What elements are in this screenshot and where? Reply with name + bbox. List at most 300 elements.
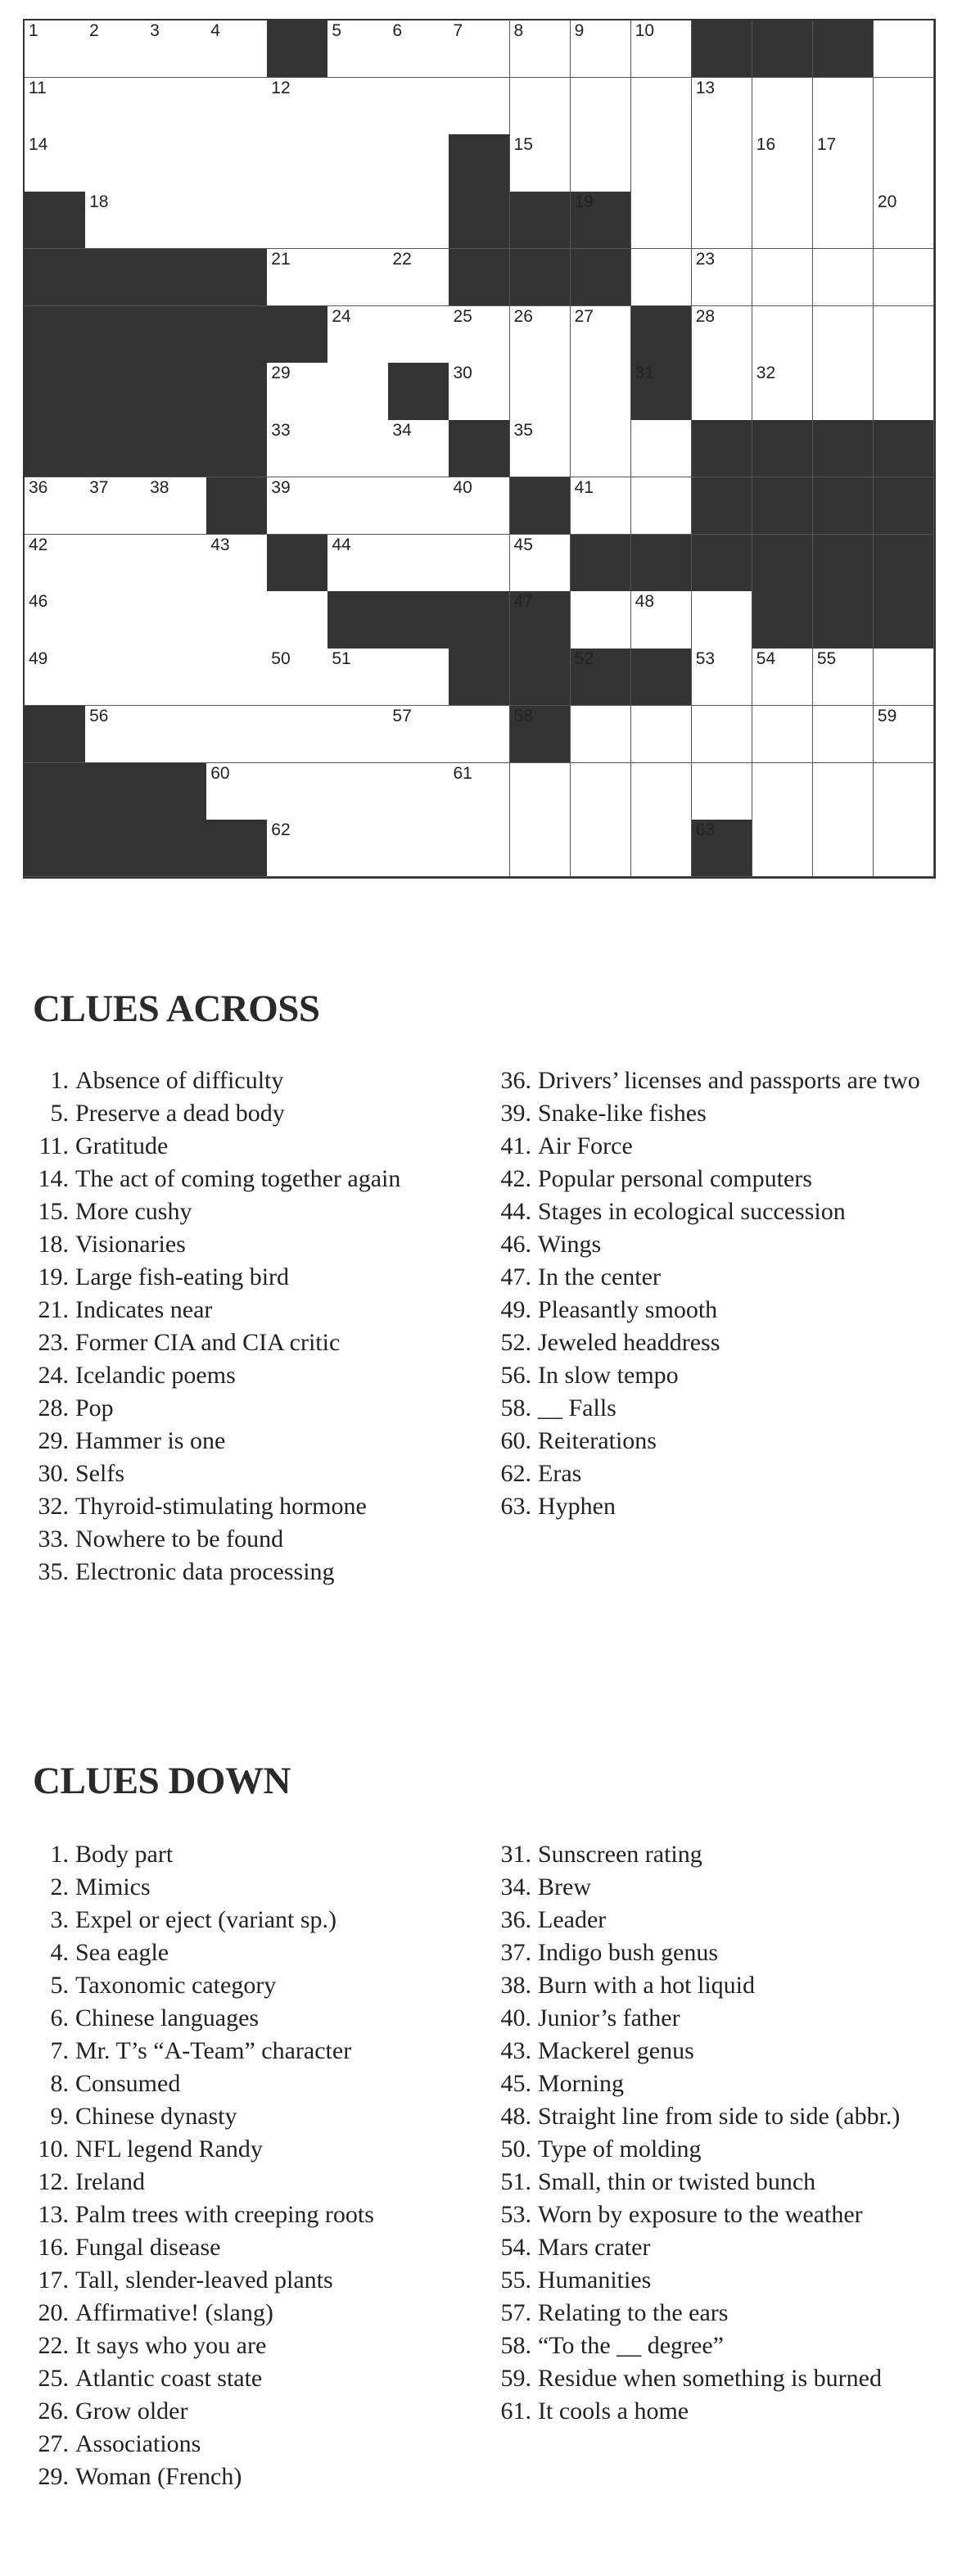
clue-item xyxy=(33,2100,491,2133)
cell-number: 4 xyxy=(210,21,220,40)
clue-text: Associations xyxy=(75,2430,201,2457)
cell-number: 18 xyxy=(89,192,109,212)
grid-cell[interactable] xyxy=(85,591,147,649)
clue-number: 56. xyxy=(500,1362,531,1389)
grid-cell[interactable] xyxy=(692,591,753,649)
clue-item xyxy=(495,1163,954,1195)
clue-number: 61. xyxy=(500,2397,531,2425)
grid-cell[interactable] xyxy=(571,477,632,535)
grid-cell[interactable] xyxy=(146,134,207,192)
grid-cell[interactable] xyxy=(388,249,449,306)
clue-text: Jeweled headdress xyxy=(538,1329,720,1356)
grid-cell[interactable] xyxy=(692,78,753,135)
grid-block xyxy=(449,420,510,477)
cell-number: 5 xyxy=(332,21,342,40)
grid-block xyxy=(206,420,268,477)
clue-item xyxy=(33,1097,491,1130)
grid-cell[interactable] xyxy=(752,192,814,249)
grid-cell[interactable] xyxy=(813,706,874,763)
grid-cell[interactable] xyxy=(571,306,632,364)
cell-number: 16 xyxy=(756,135,776,155)
clue-number: 36. xyxy=(500,1906,531,1933)
clue-number: 35. xyxy=(38,1558,69,1585)
grid-cell[interactable] xyxy=(692,192,753,249)
grid-cell[interactable] xyxy=(631,134,693,192)
grid-cell[interactable] xyxy=(813,363,874,420)
grid-cell[interactable] xyxy=(388,134,449,192)
grid-block xyxy=(692,820,753,877)
grid-cell[interactable] xyxy=(327,649,389,706)
grid-block xyxy=(813,535,874,592)
grid-block xyxy=(388,591,449,649)
grid-cell[interactable] xyxy=(388,192,449,249)
grid-cell[interactable] xyxy=(752,649,814,706)
grid-cell[interactable] xyxy=(510,535,571,592)
grid-cell[interactable] xyxy=(449,477,510,535)
grid-cell[interactable] xyxy=(206,591,268,649)
grid-cell[interactable] xyxy=(571,706,632,763)
grid-cell[interactable] xyxy=(267,820,328,877)
grid-cell[interactable] xyxy=(85,535,147,592)
grid-cell[interactable] xyxy=(206,78,268,135)
grid-block xyxy=(449,249,510,306)
grid-cell[interactable] xyxy=(146,535,207,592)
grid-cell[interactable] xyxy=(327,134,389,192)
grid-cell[interactable] xyxy=(327,192,389,249)
grid-cell[interactable] xyxy=(752,249,814,306)
cell-number: 20 xyxy=(877,192,897,212)
clue-text: Humanities xyxy=(538,2266,652,2294)
grid-cell[interactable] xyxy=(388,706,449,763)
clue-text: __ Falls xyxy=(538,1394,616,1421)
grid-cell[interactable] xyxy=(752,363,814,420)
cell-number: 32 xyxy=(756,364,776,383)
clues-down-heading: CLUES DOWN xyxy=(33,1760,291,1802)
grid-cell[interactable] xyxy=(327,20,389,78)
grid-cell[interactable] xyxy=(146,78,207,135)
grid-cell[interactable] xyxy=(571,363,632,420)
cell-number: 2 xyxy=(89,21,99,40)
grid-cell[interactable] xyxy=(510,763,571,820)
clue-number: 16. xyxy=(38,2234,69,2261)
cell-number: 46 xyxy=(29,592,48,612)
grid-cell[interactable] xyxy=(449,306,510,364)
grid-cell[interactable] xyxy=(631,763,693,820)
clue-text: “To the __ degree” xyxy=(538,2332,724,2359)
clue-number: 1. xyxy=(50,1841,69,1868)
clue-item xyxy=(495,1359,954,1392)
grid-cell[interactable] xyxy=(327,420,389,477)
grid-cell[interactable] xyxy=(267,134,328,192)
grid-block xyxy=(752,535,814,592)
clue-text: Relating to the ears xyxy=(538,2299,729,2326)
cell-number: 45 xyxy=(513,535,533,554)
grid-cell[interactable] xyxy=(146,649,207,706)
grid-cell[interactable] xyxy=(327,535,389,592)
clue-number: 48. xyxy=(500,2103,531,2130)
clues-across-heading: CLUES ACROSS xyxy=(33,987,320,1030)
clue-text: Type of molding xyxy=(538,2135,702,2162)
clue-item xyxy=(495,1969,954,2002)
grid-cell[interactable] xyxy=(327,363,389,420)
grid-block xyxy=(510,249,571,306)
grid-cell[interactable] xyxy=(874,192,935,249)
grid-block xyxy=(510,192,571,249)
grid-cell[interactable] xyxy=(146,706,207,763)
grid-block xyxy=(25,420,86,477)
clue-item xyxy=(33,2231,491,2264)
clue-text: Reiterations xyxy=(538,1427,657,1454)
grid-cell[interactable] xyxy=(146,192,207,249)
grid-cell[interactable] xyxy=(874,763,935,820)
grid-cell[interactable] xyxy=(813,249,874,306)
grid-cell[interactable] xyxy=(571,420,632,477)
grid-cell[interactable] xyxy=(146,477,207,535)
grid-cell[interactable] xyxy=(267,591,328,649)
grid-cell[interactable] xyxy=(267,763,328,820)
grid-cell[interactable] xyxy=(631,249,693,306)
grid-cell[interactable] xyxy=(692,363,753,420)
cell-number: 43 xyxy=(210,535,230,554)
grid-cell[interactable] xyxy=(510,78,571,135)
clue-number: 2. xyxy=(50,1873,69,1900)
grid-block xyxy=(449,192,510,249)
clue-text: Affirmative! (slang) xyxy=(75,2299,273,2326)
grid-cell[interactable] xyxy=(813,192,874,249)
clue-number: 9. xyxy=(50,2103,69,2130)
grid-cell[interactable] xyxy=(752,820,814,877)
cell-number: 31 xyxy=(635,364,655,383)
cell-number: 40 xyxy=(453,477,472,497)
cell-number: 47 xyxy=(513,592,533,612)
cell-number: 51 xyxy=(332,649,351,669)
grid-cell[interactable] xyxy=(874,20,935,78)
grid-cell[interactable] xyxy=(631,192,693,249)
grid-cell[interactable] xyxy=(813,763,874,820)
grid-cell[interactable] xyxy=(85,20,147,78)
grid-cell[interactable] xyxy=(449,363,510,420)
grid-cell[interactable] xyxy=(752,134,814,192)
clue-item xyxy=(33,1326,491,1359)
grid-cell[interactable] xyxy=(510,134,571,192)
clue-item xyxy=(33,2428,491,2461)
grid-cell[interactable] xyxy=(874,820,935,877)
clue-item xyxy=(33,1294,491,1326)
clue-text: Atlantic coast state xyxy=(75,2365,263,2392)
grid-cell[interactable] xyxy=(25,134,86,192)
clue-text: Consumed xyxy=(75,2070,181,2097)
grid-cell[interactable] xyxy=(146,591,207,649)
clue-item xyxy=(495,2362,954,2395)
clue-number: 5. xyxy=(50,1972,69,1999)
grid-cell[interactable] xyxy=(267,363,328,420)
grid-cell[interactable] xyxy=(388,763,449,820)
grid-cell[interactable] xyxy=(874,649,935,706)
grid-cell[interactable] xyxy=(874,363,935,420)
clue-number: 59. xyxy=(500,2365,531,2392)
clue-item xyxy=(33,1871,491,1904)
grid-cell[interactable] xyxy=(25,78,86,135)
grid-cell[interactable] xyxy=(25,535,86,592)
grid-cell[interactable] xyxy=(327,249,389,306)
clue-text: Nowhere to be found xyxy=(75,1525,284,1552)
grid-block xyxy=(874,477,935,535)
grid-cell[interactable] xyxy=(813,649,874,706)
grid-cell[interactable] xyxy=(206,20,268,78)
clue-text: Stages in ecological succession xyxy=(538,1198,846,1225)
grid-block xyxy=(752,477,814,535)
grid-cell[interactable] xyxy=(206,192,268,249)
grid-cell[interactable] xyxy=(692,134,753,192)
grid-cell[interactable] xyxy=(388,820,449,877)
clue-number: 25. xyxy=(38,2365,69,2392)
cell-number: 44 xyxy=(332,535,351,554)
grid-block xyxy=(25,820,86,877)
clue-item xyxy=(33,2362,491,2395)
grid-block xyxy=(85,249,147,306)
grid-cell[interactable] xyxy=(449,535,510,592)
grid-block xyxy=(267,306,328,364)
clue-text: Residue when something is burned xyxy=(538,2365,882,2392)
clue-item xyxy=(495,1490,954,1523)
grid-cell[interactable] xyxy=(813,134,874,192)
grid-cell[interactable] xyxy=(449,706,510,763)
clue-item xyxy=(495,2166,954,2199)
crossword-grid xyxy=(23,19,936,879)
cell-number: 3 xyxy=(150,21,160,40)
grid-cell[interactable] xyxy=(25,477,86,535)
grid-cell[interactable] xyxy=(874,706,935,763)
cell-number: 30 xyxy=(453,364,472,383)
clue-text: Brew xyxy=(538,1873,591,1900)
grid-block xyxy=(692,535,753,592)
grid-cell[interactable] xyxy=(267,249,328,306)
grid-cell[interactable] xyxy=(25,649,86,706)
clue-number: 15. xyxy=(38,1198,69,1225)
grid-cell[interactable] xyxy=(85,477,147,535)
grid-cell[interactable] xyxy=(813,820,874,877)
grid-cell[interactable] xyxy=(267,192,328,249)
clue-number: 7. xyxy=(50,2037,69,2064)
clue-number: 34. xyxy=(500,1873,531,1900)
clue-text: Grow older xyxy=(75,2397,188,2425)
grid-cell[interactable] xyxy=(692,249,753,306)
clue-text: Eras xyxy=(538,1460,582,1487)
grid-block xyxy=(25,249,86,306)
clue-item xyxy=(33,1904,491,1937)
grid-cell[interactable] xyxy=(874,134,935,192)
grid-cell[interactable] xyxy=(388,20,449,78)
clue-item xyxy=(495,1326,954,1359)
clue-text: Sea eagle xyxy=(75,1939,169,1966)
grid-block xyxy=(449,134,510,192)
grid-cell[interactable] xyxy=(449,20,510,78)
grid-cell[interactable] xyxy=(692,649,753,706)
clue-number: 47. xyxy=(500,1263,531,1290)
clue-item xyxy=(495,1457,954,1490)
grid-cell[interactable] xyxy=(327,78,389,135)
grid-cell[interactable] xyxy=(146,20,207,78)
grid-block xyxy=(85,763,147,820)
grid-block xyxy=(85,420,147,477)
clue-number: 14. xyxy=(38,1165,69,1192)
grid-cell[interactable] xyxy=(388,477,449,535)
grid-cell[interactable] xyxy=(571,78,632,135)
grid-block xyxy=(449,591,510,649)
grid-cell[interactable] xyxy=(85,134,147,192)
grid-cell[interactable] xyxy=(327,477,389,535)
grid-cell[interactable] xyxy=(510,420,571,477)
clue-number: 19. xyxy=(38,1263,69,1290)
grid-cell[interactable] xyxy=(388,420,449,477)
grid-cell[interactable] xyxy=(631,20,693,78)
grid-cell[interactable] xyxy=(631,706,693,763)
grid-cell[interactable] xyxy=(813,78,874,135)
grid-cell[interactable] xyxy=(25,20,86,78)
grid-cell[interactable] xyxy=(206,134,268,192)
clue-number: 3. xyxy=(50,1906,69,1933)
grid-cell[interactable] xyxy=(388,78,449,135)
clue-number: 4. xyxy=(50,1939,69,1966)
grid-cell[interactable] xyxy=(874,306,935,364)
grid-cell[interactable] xyxy=(85,192,147,249)
grid-cell[interactable] xyxy=(813,306,874,364)
grid-cell[interactable] xyxy=(692,706,753,763)
grid-block xyxy=(510,706,571,763)
cell-number: 50 xyxy=(271,649,291,669)
grid-cell[interactable] xyxy=(25,591,86,649)
grid-cell[interactable] xyxy=(510,363,571,420)
clue-item xyxy=(495,1261,954,1294)
grid-cell[interactable] xyxy=(206,763,268,820)
grid-cell[interactable] xyxy=(206,649,268,706)
grid-block xyxy=(752,20,814,78)
clue-number: 32. xyxy=(38,1493,69,1520)
clue-text: It says who you are xyxy=(75,2332,267,2359)
clue-number: 58. xyxy=(500,2332,531,2359)
clue-text: Wings xyxy=(538,1231,602,1258)
cell-number: 11 xyxy=(29,78,47,97)
grid-cell[interactable] xyxy=(752,763,814,820)
grid-cell[interactable] xyxy=(571,763,632,820)
grid-cell[interactable] xyxy=(327,820,389,877)
grid-cell[interactable] xyxy=(85,78,147,135)
clue-number: 33. xyxy=(38,1525,69,1552)
grid-block xyxy=(267,535,328,592)
grid-cell[interactable] xyxy=(692,763,753,820)
grid-block xyxy=(25,192,86,249)
cell-number: 55 xyxy=(816,649,837,669)
grid-cell[interactable] xyxy=(571,20,632,78)
cell-number: 21 xyxy=(271,249,291,269)
grid-cell[interactable] xyxy=(571,820,632,877)
grid-cell[interactable] xyxy=(327,306,389,364)
grid-cell[interactable] xyxy=(206,535,268,592)
grid-block xyxy=(813,420,874,477)
grid-cell[interactable] xyxy=(85,649,147,706)
grid-cell[interactable] xyxy=(388,649,449,706)
grid-cell[interactable] xyxy=(571,134,632,192)
grid-cell[interactable] xyxy=(510,306,571,364)
grid-cell[interactable] xyxy=(631,477,693,535)
clue-text: Mars crater xyxy=(538,2234,651,2261)
grid-cell[interactable] xyxy=(267,649,328,706)
grid-cell[interactable] xyxy=(752,306,814,364)
grid-cell[interactable] xyxy=(631,591,693,649)
clues-across-column-1 xyxy=(33,1064,491,1589)
clue-text: Indigo bush genus xyxy=(538,1939,718,1966)
grid-cell[interactable] xyxy=(449,763,510,820)
grid-cell[interactable] xyxy=(206,706,268,763)
clue-text: Palm trees with creeping roots xyxy=(75,2201,374,2228)
clue-text: Thyroid-stimulating hormone xyxy=(75,1493,367,1520)
cell-number: 24 xyxy=(332,306,351,326)
clue-text: NFL legend Randy xyxy=(75,2135,263,2162)
clue-text: In the center xyxy=(538,1263,661,1290)
clue-text: Electronic data processing xyxy=(75,1558,335,1585)
grid-cell[interactable] xyxy=(752,78,814,135)
clue-text: Ireland xyxy=(75,2168,145,2195)
clue-number: 62. xyxy=(500,1460,531,1487)
grid-cell[interactable] xyxy=(327,706,389,763)
clue-number: 43. xyxy=(500,2037,531,2064)
grid-block xyxy=(631,363,693,420)
clue-number: 17. xyxy=(38,2266,69,2294)
grid-block xyxy=(206,363,268,420)
grid-cell[interactable] xyxy=(388,306,449,364)
grid-cell[interactable] xyxy=(631,78,693,135)
grid-cell[interactable] xyxy=(510,20,571,78)
grid-cell[interactable] xyxy=(267,420,328,477)
grid-cell[interactable] xyxy=(449,78,510,135)
grid-cell[interactable] xyxy=(267,477,328,535)
grid-cell[interactable] xyxy=(267,706,328,763)
grid-cell[interactable] xyxy=(327,763,389,820)
grid-cell[interactable] xyxy=(449,820,510,877)
clue-number: 1. xyxy=(50,1067,69,1094)
clue-text: Large fish-eating bird xyxy=(75,1263,290,1290)
clue-item xyxy=(33,1064,491,1097)
grid-cell[interactable] xyxy=(631,420,693,477)
grid-cell[interactable] xyxy=(388,535,449,592)
clue-item xyxy=(33,2461,491,2493)
clue-number: 29. xyxy=(38,2463,69,2490)
clue-text: Junior’s father xyxy=(538,2004,680,2031)
grid-cell[interactable] xyxy=(692,306,753,364)
clue-item xyxy=(33,1838,491,1871)
clue-item xyxy=(495,2035,954,2068)
clue-number: 53. xyxy=(500,2201,531,2228)
clue-number: 51. xyxy=(500,2168,531,2195)
grid-block xyxy=(692,420,753,477)
cell-number: 33 xyxy=(271,421,291,441)
clue-item xyxy=(33,1261,491,1294)
grid-cell[interactable] xyxy=(631,820,693,877)
cell-number: 15 xyxy=(513,135,533,155)
grid-cell[interactable] xyxy=(571,591,632,649)
grid-cell[interactable] xyxy=(874,78,935,135)
clue-item xyxy=(495,1294,954,1326)
grid-cell[interactable] xyxy=(85,706,147,763)
clue-item xyxy=(33,2002,491,2035)
clue-text: Tall, slender-leaved plants xyxy=(75,2266,333,2294)
clue-number: 50. xyxy=(500,2135,531,2162)
grid-cell[interactable] xyxy=(510,820,571,877)
grid-cell[interactable] xyxy=(267,78,328,135)
cell-number: 52 xyxy=(574,649,594,669)
grid-cell[interactable] xyxy=(752,706,814,763)
grid-cell[interactable] xyxy=(874,249,935,306)
